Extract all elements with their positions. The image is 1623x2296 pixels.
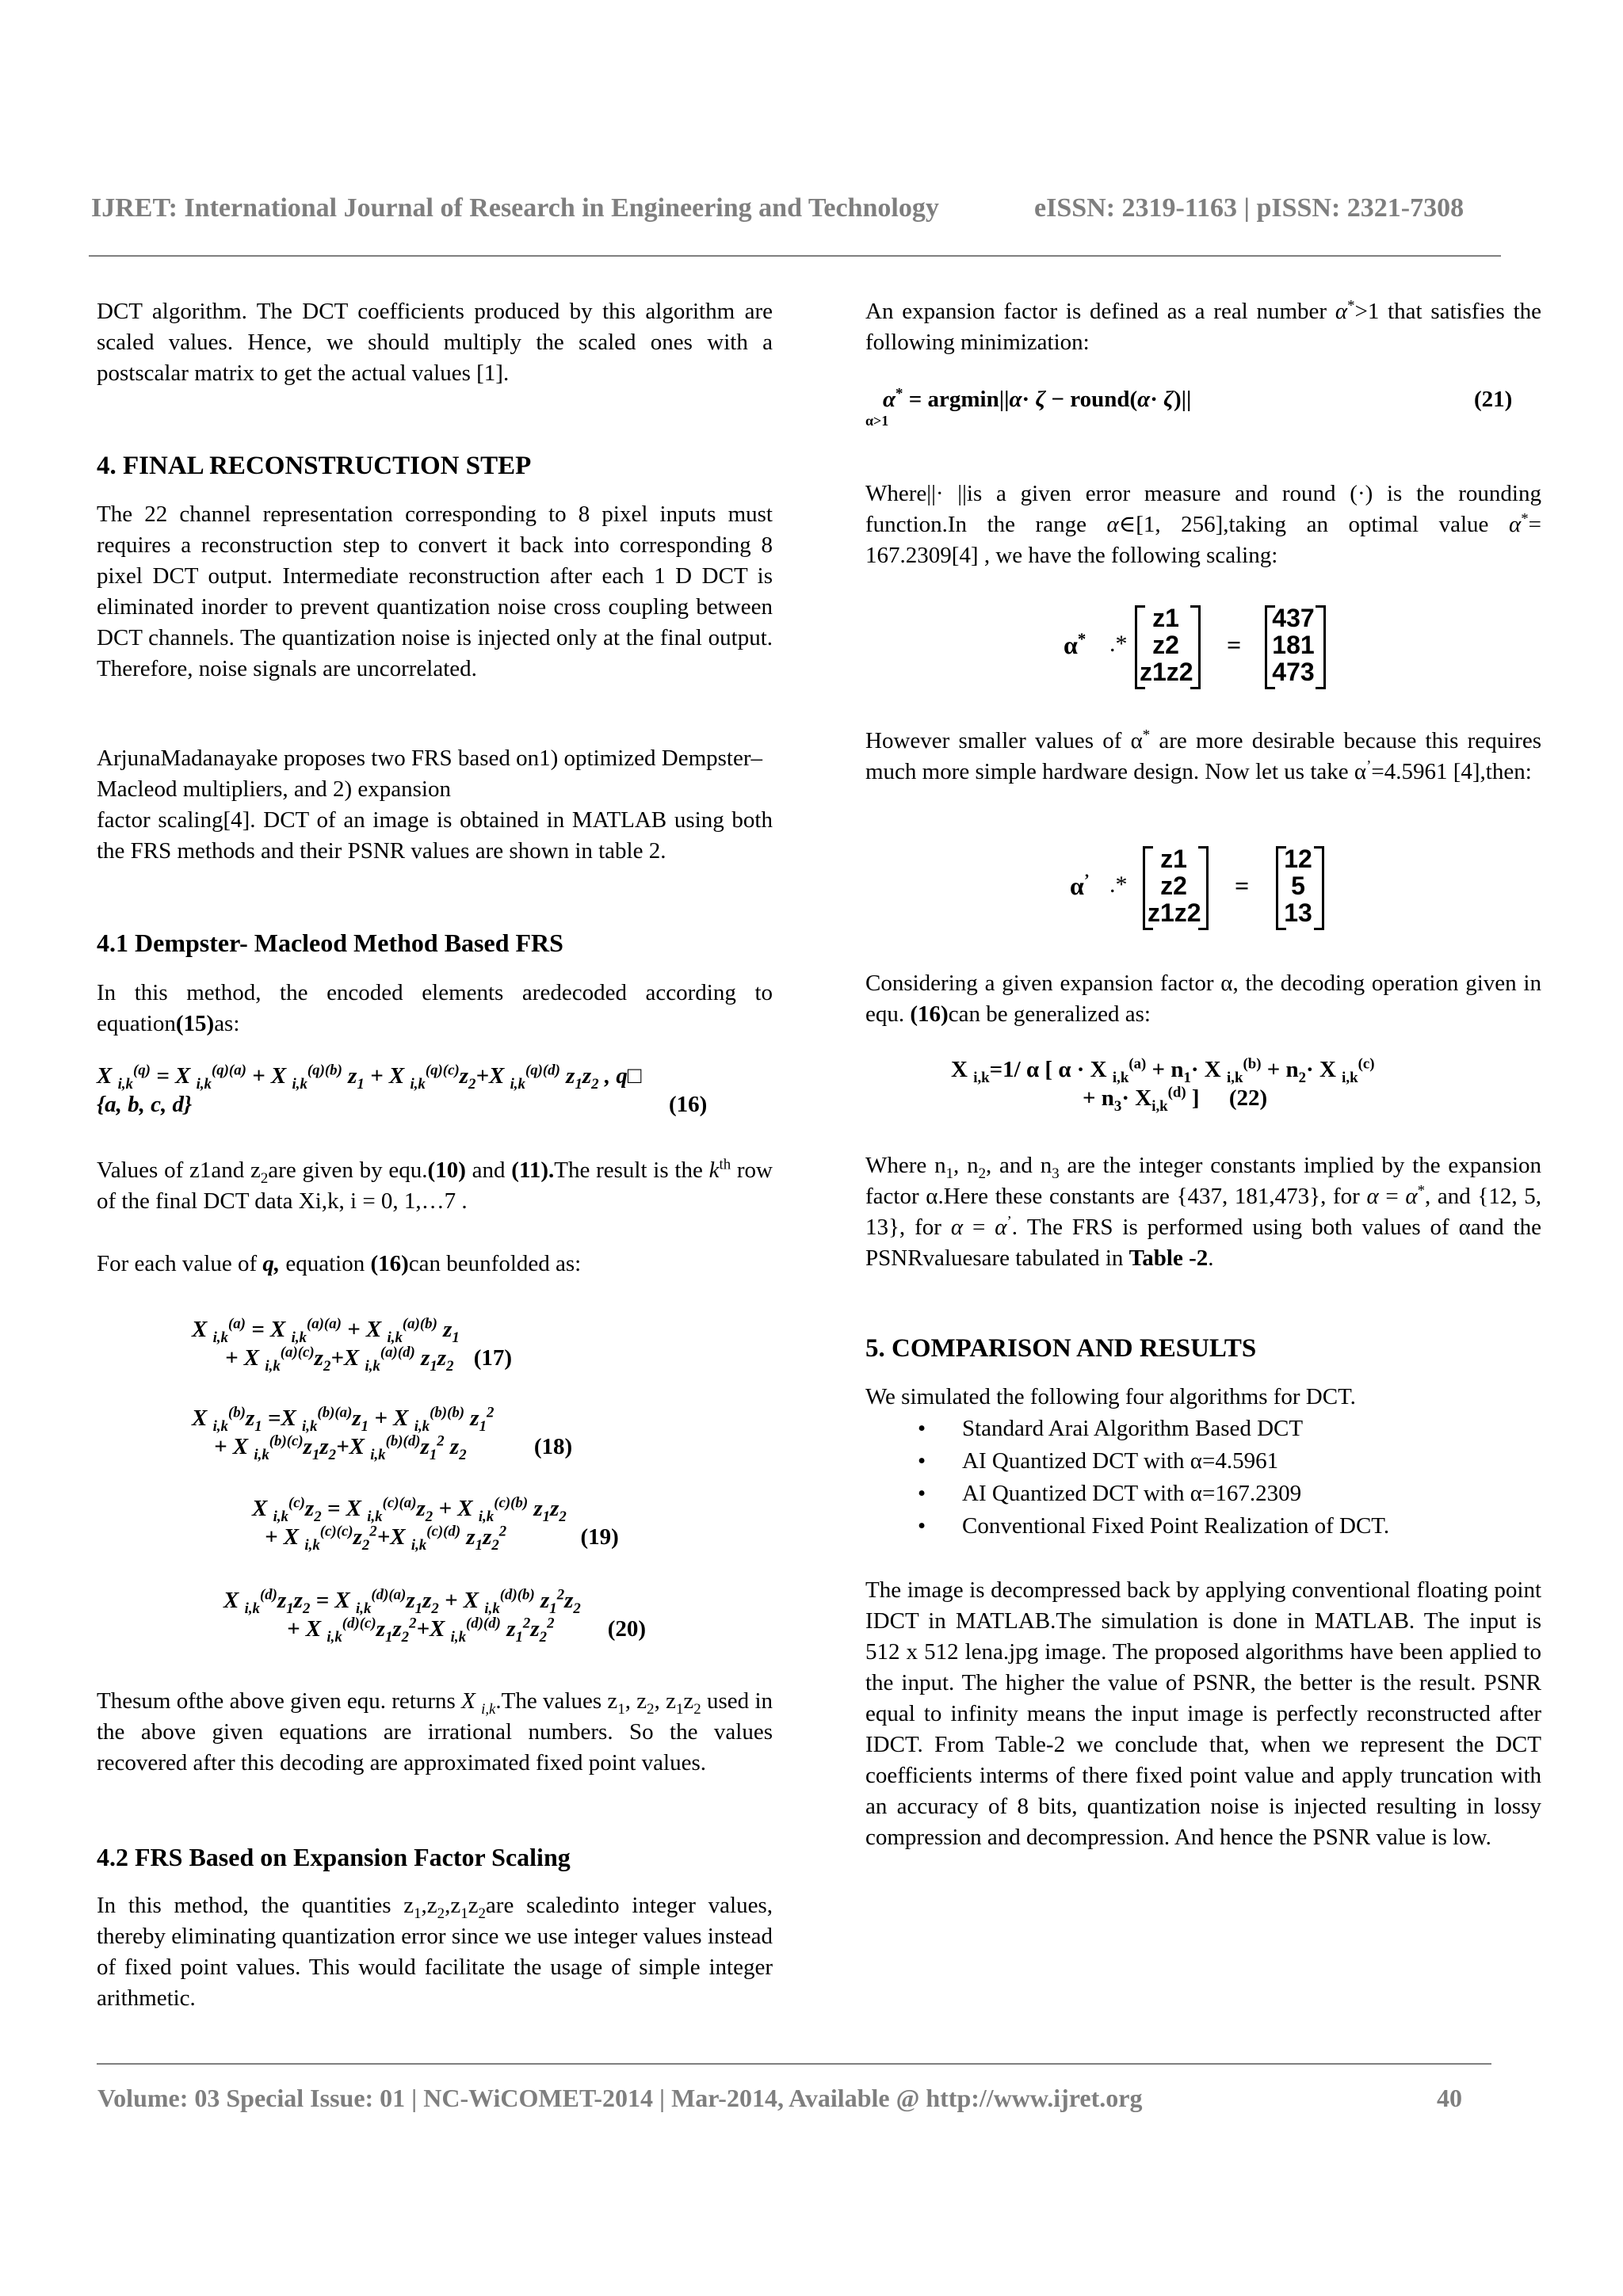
- p4-tail: can be generalized as:: [948, 1001, 1151, 1027]
- right-para-3: However smaller values of α* are more desirable because this requires much more simple hardware design. Now let us take α’=4.5961 [4],then:: [865, 727, 1541, 784]
- page-number: 40: [1437, 2084, 1462, 2112]
- matrix1-left-bracket-close: [1190, 605, 1201, 689]
- section-4-2-title: 4.2 FRS Based on Expansion Factor Scaling: [97, 1843, 571, 1871]
- section-4-1-values: Values of z1and $z_2are$ given by equ.(10) and (11).The result is the $k^{th}$ row of the final DCT data Xi,k, i = 0, 1,…7 .: [97, 1156, 773, 1214]
- matrix1-473: 473: [1272, 658, 1315, 686]
- eq16-set: {a, b, c, d}: [97, 1092, 193, 1117]
- issn-label: eISSN: 2319-1163 | pISSN: 2321-7308: [1034, 193, 1465, 223]
- s41-as: as:: [214, 1011, 240, 1036]
- eq17-number: (17): [473, 1345, 513, 1371]
- matrix1-181: 181: [1272, 631, 1315, 659]
- matrix2-z2: z2: [1160, 871, 1187, 900]
- section-4-paragraph-2a: ArjunaMadanayake proposes two FRS based on1) optimized Dempster–Macleod multipliers, and 2) expansion: [97, 746, 763, 802]
- eq20-number: (20): [607, 1616, 647, 1642]
- matrix2-equals: =: [1235, 871, 1250, 900]
- equation-18: X $_{i,k}^{(b)}z_1 =X$ $_{i,k}^{(b)(a)}z_1 + X$ $_{i,k}^{(b)(b)}$ $z_1^2$ + X $_{i,k}^{(b)(c)}z_1z_2+X$ $_{i,k}^{(b)(d)}z_1^2$ $z_2$ (18): [192, 1404, 573, 1463]
- matrix1-operator: .*: [1109, 631, 1128, 657]
- equation-20: X $_{i,k}^{(d)}z_1z_2 = X$ $_{i,k}^{(d)(a)}z_1z_2 + X$ $_{i,k}^{(d)(b)}$ $z_1^2z_2$ + X $_{i,k}^{(d)(c)}z_1z_2^2+X$ $_{i,k}^{(d)(d)}$ $z_1^2z_2^2$ (20): [223, 1586, 647, 1646]
- section-4-1-unfold: [97, 1249, 773, 1280]
- matrix2-right-bracket-close: [1314, 846, 1324, 930]
- section-5-intro: [865, 1382, 1541, 1413]
- right-para-5: Where $n_1$, $n_2$, and $n_3$ are the integer constants implied by the expansion factor α.Here these constants are {437, 181,473}, for α = α*, and {12, 5, 13}, for α = α’. The FRS is performed using both values of αand the PSNRvaluesare tabulated in Table -2.: [865, 1153, 1542, 1271]
- section-4-title: 4. FINAL RECONSTRUCTION STEP: [97, 452, 532, 480]
- running-header: [91, 193, 1502, 223]
- matrix2-12: 12: [1284, 845, 1312, 873]
- right-para-4: [865, 968, 1541, 1030]
- s41-eqref: (15): [175, 1011, 215, 1036]
- matrix1-alpha: α*: [1064, 630, 1086, 659]
- section-5-body: [865, 1575, 1541, 1853]
- section-4-paragraph-2b: factor scaling[4]. DCT of an image is obtained in MATLAB using both the FRS methods and their PSNR values are shown in table 2.: [97, 807, 773, 864]
- matrix1-equals: =: [1227, 631, 1242, 659]
- section-4-1-intro: [97, 978, 773, 1039]
- scaling-matrix-alpha-prime: [1070, 845, 1339, 930]
- unfold-text-1: For each value of: [97, 1251, 263, 1276]
- matrix1-right-bracket-close: [1316, 605, 1326, 689]
- equation-21: α* = argmin||α· ζ − round(α· ζ)|| α>1 (21): [865, 385, 1547, 428]
- intro-paragraph: DCT algorithm. The DCT coefficients produced by this algorithm are scaled values. Hence, we should multiply the scaled ones with a postscalar matrix to get the actual values [1].: [97, 299, 773, 386]
- p4-text: Considering a given expansion factor α, the decoding operation given in equ.: [865, 971, 1541, 1027]
- eq21-subscript: α>1: [865, 413, 889, 429]
- eq16-number: (16): [669, 1092, 708, 1117]
- left-column: [97, 296, 773, 389]
- footer-text: Volume: 03 Special Issue: 01 | NC-WiCOMET-2014 | Mar-2014, Available @ http://www.ijret.org: [97, 2084, 1143, 2112]
- equation-19: X $_{i,k}^{(c)}z_2 = X$ $_{i,k}^{(c)(a)}z_2 + X$ $_{i,k}^{(c)(b)}$ $z_1z_2$ + X $_{i,k}^{(c)(c)}z_2^2+X$ $_{i,k}^{(c)(d)}$ $z_1z_2^2$ (19): [252, 1494, 619, 1554]
- section-4-1-summary: Thesum ofthe above given equ. returns X $_{i,k}$.The values $z_1$, $z_2$, $z_1z_2$ used in the above given equations are irrational numbers. So the values recovered after this decoding are approximated fixed point values.: [97, 1688, 773, 1775]
- eq18-number: (18): [533, 1434, 573, 1459]
- journal-title: IJRET: International Journal of Research in Engineering and Technology: [91, 193, 939, 223]
- matrix2-13: 13: [1284, 898, 1312, 927]
- matrix1-z2: z2: [1152, 631, 1179, 659]
- matrix1-z1: z1: [1152, 604, 1179, 632]
- section-4-paragraph-2: [97, 743, 773, 867]
- matrix2-operator: .*: [1109, 871, 1128, 898]
- matrix2-5: 5: [1291, 871, 1305, 900]
- matrix2-alpha: α’: [1070, 871, 1090, 900]
- eq21-number: (21): [1474, 387, 1513, 412]
- section-5-title: 5. COMPARISON AND RESULTS: [865, 1334, 1257, 1363]
- eq19-number: (19): [580, 1524, 619, 1550]
- scaling-matrix-alpha-star: [1064, 604, 1341, 689]
- p4-eqref: (16): [910, 1001, 949, 1027]
- matrix1-z1z2: z1z2: [1140, 658, 1193, 686]
- unfold-eqref: (16): [370, 1251, 409, 1276]
- eq22-number: (22): [1228, 1085, 1268, 1111]
- section-4-1-title: 4.1 Dempster- Macleod Method Based FRS: [97, 929, 563, 957]
- footer-rule: [97, 2063, 1491, 2065]
- section-4-paragraph-1: The 22 channel representation corresponding to 8 pixel inputs must requires a reconstruction step to convert it back into corresponding 8 pixel DCT output. Intermediate reconstruction after each 1 D DCT is eliminated inorder to prevent quantization noise cross coupling between DCT channels. The quantization noise is injected only at the final output. Therefore, noise signals are uncorrelated.: [97, 502, 773, 681]
- matrix2-left-bracket-close: [1198, 846, 1209, 930]
- running-footer: [97, 2084, 1484, 2113]
- section-4-body: [97, 499, 773, 685]
- section-4-2-body: In this method, the quantities $z_1,z_2,z_1z_2are$ scaledinto integer values, thereby eliminating quantization error since we use integer values instead of fixed point values. This would facilitate the usage of simple integer arithmetic.: [97, 1893, 773, 2011]
- section-5-paragraph-1: We simulated the following four algorithms for DCT.: [865, 1384, 1356, 1409]
- unfold-text-3: can beunfolded as:: [408, 1251, 582, 1276]
- unfold-q: q,: [262, 1251, 281, 1276]
- equation-16: X $_{i,k}^{(q)}$ = X $_{i,k}^{(q)(a)}$ + X $_{i,k}^{(q)(b)}$ $z_1 + X$ $_{i,k}^{(q)(c)}z_2+X$ $_{i,k}^{(q)(d)}$ $z_1z_2$ , q□ {a, b, c, d} (16): [97, 1062, 708, 1117]
- right-para-2: Where||· ||is a given error measure and round (·) is the rounding function.In the range α∈[1, 256],taking an optimal value α*= 167.2309[4] , we have the following scaling:: [865, 481, 1541, 568]
- header-rule: [89, 255, 1501, 257]
- equation-22: X $_{i,k}$=1/ α [ α · X $_{i,k}^{(a)} + n_1\cdot X$ $_{i,k}^{(b)} + n_2\cdot X$ $_{i,k}^{(c)}$ + $n_3\cdot X_{i,k}^{(d)}$ ] (22): [951, 1055, 1375, 1115]
- equation-17: X $_{i,k}^{(a)}$ = X $_{i,k}^{(a)(a)}$ + X $_{i,k}^{(a)(b)}$ $z_1$ + X $_{i,k}^{(a)(c)}z_2+X$ $_{i,k}^{(a)(d)}$ $z_1z_2$ (17): [192, 1315, 513, 1375]
- section-5-paragraph-2: The image is decompressed back by applying conventional floating point IDCT in MATLAB.The simulation is done in MATLAB. The input is 512 x 512 lena.jpg image. The proposed algorithms have been applied to the input. The higher the value of PSNR, the better is the result. PSNR equal to infinity means the input image is perfectly reconstructed after IDCT. From Table-2 we conclude that, when we represent the DCT coefficients interms of there fixed point value and apply truncation with an accuracy of 8 bits, quantization noise is injected resulting in lossy compression and decompression. And hence the PSNR value is low.: [865, 1577, 1541, 1850]
- matrix2-z1z2: z1z2: [1148, 898, 1201, 927]
- matrix2-z1: z1: [1160, 845, 1187, 873]
- matrix1-437: 437: [1272, 604, 1315, 632]
- s41-text: In this method, the encoded elements aredecoded according to equation: [97, 980, 773, 1036]
- unfold-text-2: equation: [280, 1251, 371, 1276]
- right-intro: An expansion factor is defined as a real number α*>1 that satisfies the following minimization:: [865, 297, 1541, 355]
- algorithm-list: • Standard Arai Algorithm Based DCT • AI Quantized DCT with α=4.5961 • AI Quantized DCT with α=167.2309 • Conventional Fixed Point Realization of DCT.: [918, 1416, 1390, 1539]
